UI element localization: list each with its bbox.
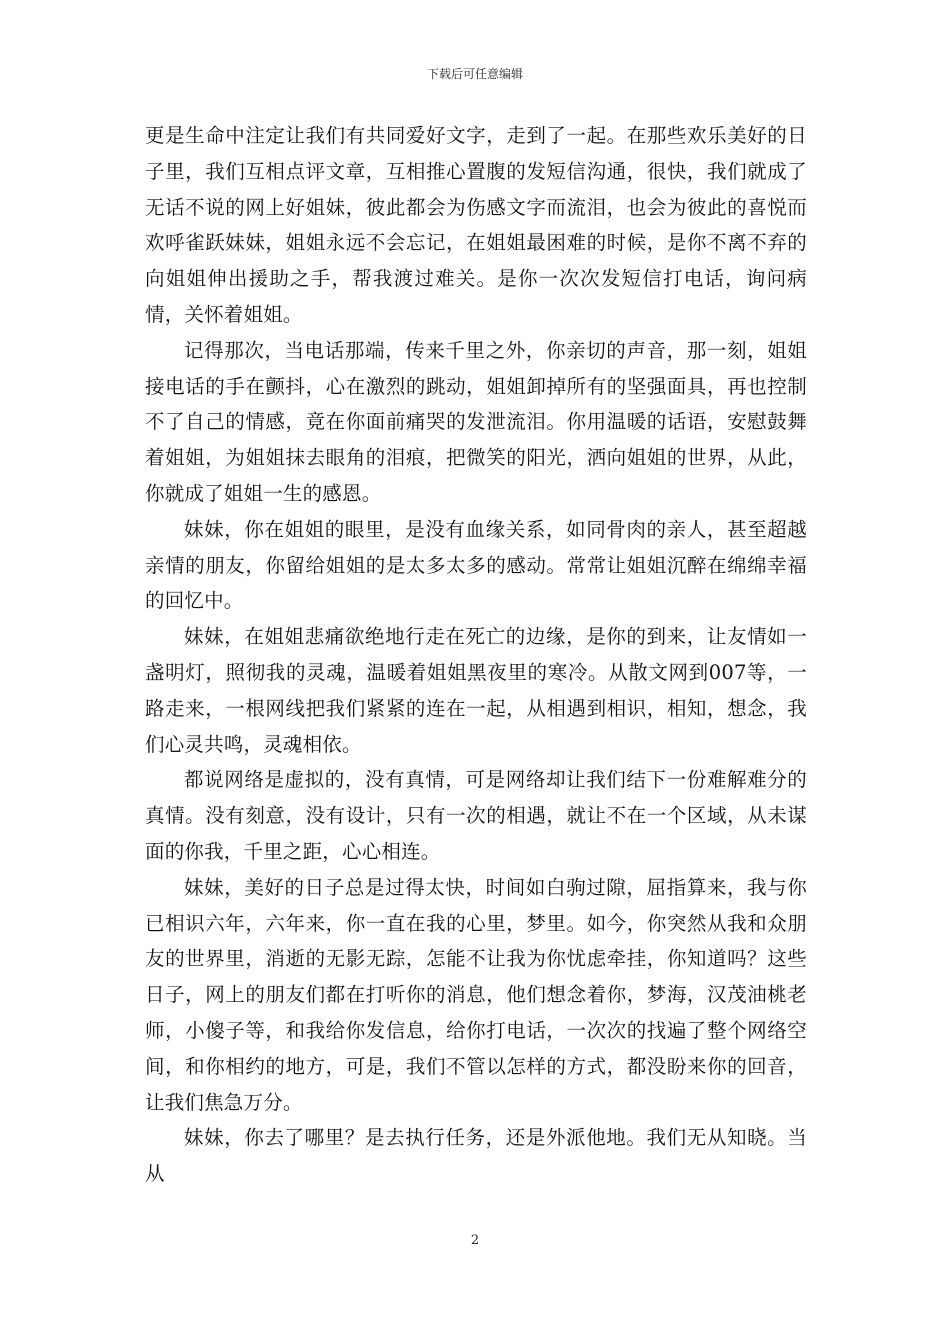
page-header: 下载后可任意编辑 [426,67,523,81]
paragraph-3: 妹妹，你在姐姐的眼里，是没有血缘关系，如同骨肉的亲人，甚至超越亲情的朋友，你留给姐姐的是太多太多的感动。常常让姐姐沉醉在绵绵幸福的回忆中。 [145,517,807,613]
page-number: 2 [470,1233,480,1248]
paragraph-2: 记得那次，当电话那端，传来千里之外，你亲切的声音，那一刻，姐姐接电话的手在颤抖，心在激烈的跳动，姐姐卸掉所有的坚强面具，再也控制不了自己的情感，竟在你面前痛哭的发泄流泪。你用温暖的话语，安慰鼓舞着姐姐，为姐姐抹去眼角的泪痕，把微笑的阳光，洒向姐姐的世界，从此，你就成了姐姐一生的感恩。 [145,338,807,505]
paragraph-7: 妹妹，你去了哪里？是去执行任务，还是外派他地。我们无从知晓。当从 [145,1126,807,1186]
paragraph-5: 都说网络是虚拟的，没有真情，可是网络却让我们结下一份难解难分的真情。没有刻意，没有设计，只有一次的相遇，就让不在一个区域，从未谋面的你我，千里之距，心心相连。 [145,768,807,863]
paragraph-4: 妹妹，在姐姐悲痛欲绝地行走在死亡的边缘，是你的到来，让友情如一盏明灯，照彻我的灵魂，温暖着姐姐黑夜里的寒冷。从散文网到007等，一路走来，一根网线把我们紧紧的连在一起，从相遇到相识，相知，想念，我们心灵共鸣，灵魂相依。 [145,625,807,756]
paragraph-1: 更是生命中注定让我们有共同爱好文字，走到了一起。在那些欢乐美好的日子里，我们互相点评文章，互相推心置腹的发短信沟通，很快，我们就成了无话不说的网上好姐妹，彼此都会为伤感文字而流泪，也会为彼此的喜悦而欢呼雀跃妹妹，姐姐永远不会忘记，在姐姐最困难的时候，是你不离不弃的向姐姐伸出援助之手，帮我渡过难关。是你一次次发短信打电话，询问病情，关怀着姐姐。 [145,124,807,326]
document-body [145,118,807,1192]
paragraph-6: 妹妹，美好的日子总是过得太快，时间如白驹过隙，屈指算来，我与你已相识六年，六年来，你一直在我的心里，梦里。如今，你突然从我和众朋友的世界里，消逝的无影无踪，怎能不让我为你忧虑牵挂，你知道吗？这些日子，网上的朋友们都在打听你的消息，他们想念着你，梦海，汉茂油桃老师，小傻子等，和我给你发信息，给你打电话，一次次的找遍了整个网络空间，和你相约的地方，可是，我们不管以怎样的方式，都没盼来你的回音，让我们焦急万分。 [145,875,807,1114]
